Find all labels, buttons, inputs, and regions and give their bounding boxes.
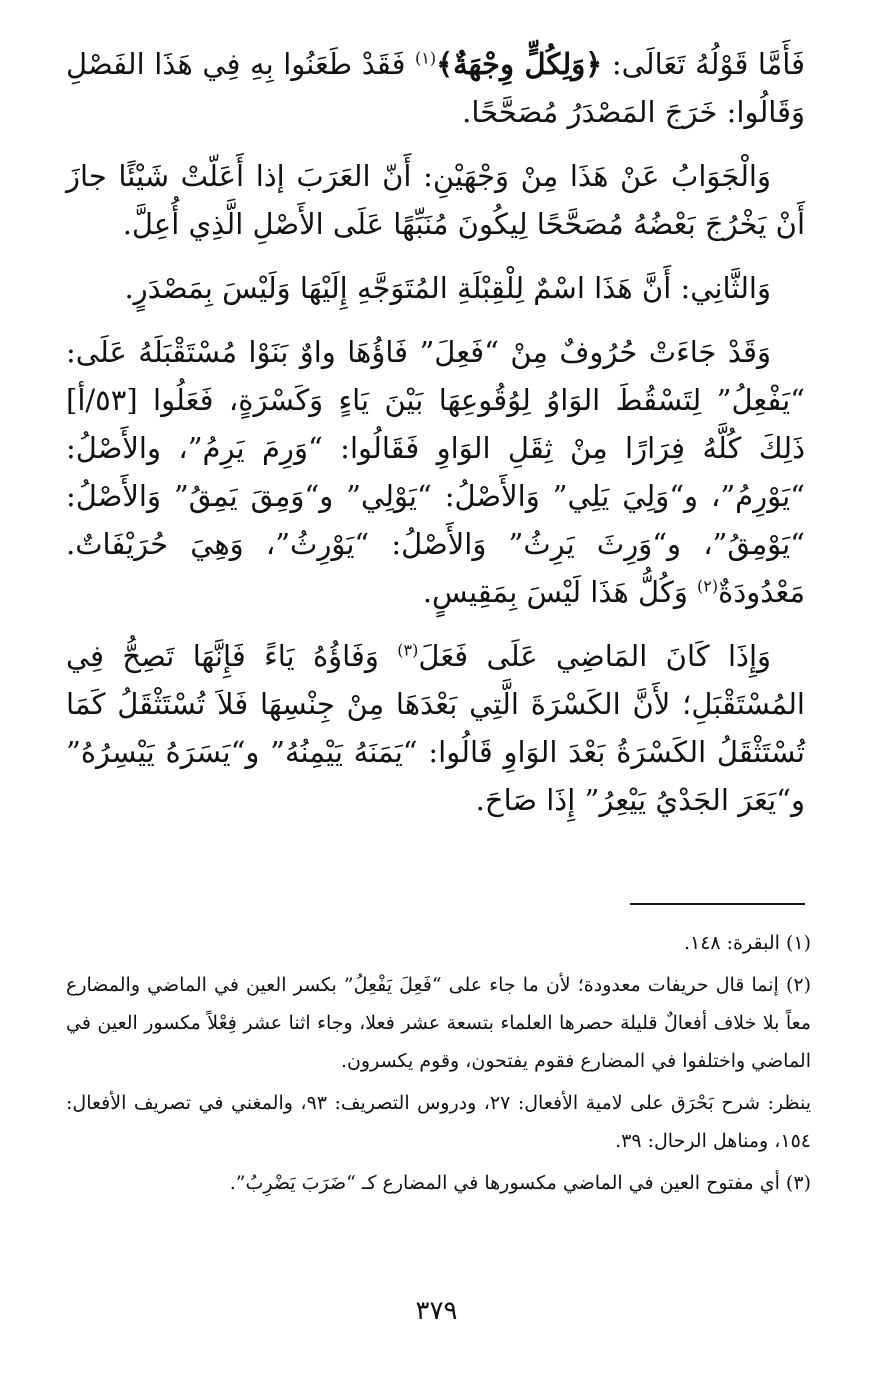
paragraph-5-rest: وَفَاؤُهُ يَاءً فَإِنَّهَا تَصِحُّ فِي المُسْتَقْبَلِ؛ لأَنَّ الكَسْرَةَ الَّتِي بَعْدَهَا مِنْ جِنْسِهَا فَلاَ تُسْتَثْقَلُ كَمَا تُسْتَثْقَلُ الكَسْرَةُ بَعْدَ الوَاوِ قَالُوا: “يَمَنَهُ يَيْمِنُهُ” و“يَسَرَهُ يَيْسِرُهُ” و“يَعَرَ الجَدْيُ يَيْعِرُ” إِذَا صَاحَ. [66,639,805,817]
page-number: ٣٧٩ [415,1296,458,1326]
paragraph-1 [66,40,805,136]
paragraph-4-lead: وَقَدْ جَاءَتْ حُرُوفٌ مِنْ “فَعِلَ” فَاؤُهَا واوٌ بَنَوْا مُسْتَقْبَلَهُ عَلَى: “يَفْعِلُ” لِتَسْقُطَ الوَاوُ لِوُقُوعِهَا بَيْنَ يَاءٍ وَكَسْرَةٍ، فَعَلُوا [٥٣/أ] ذَلِكَ كُلَّهُ فِرَارًا مِنْ ثِقَلِ الوَاوِ فَقَالُوا: “وَرِمَ يَرِمُ”، والأَصْلُ: “يَوْرِمُ”، و“وَلِيَ يَلِي” وَالأَصْلُ: “يَوْلِي” و“وَمِقَ يَمِقُ” وَالأَصْلُ: “يَوْمِقُ”، و“وَرِثَ يَرِثُ” وَالأَصْلُ: “يَوْرِثُ”، وَهِيَ حُرَيْفَاتٌ. مَعْدُودَةٌ [66,335,805,609]
paragraph-4 [66,328,805,616]
paragraph-5-lead: وَإِذَا كَانَ المَاضِي عَلَى فَعَلَ [418,639,772,673]
paragraph-2: وَالْجَوَابُ عَنْ هَذَا مِنْ وَجْهَيْنِ: أَنّ العَرَبَ إذا أَعَلّتْ شَيْئًا جازَ أَنْ يَخْرُجَ بَعْضُهُ مُصَحَّحًا لِيكُونَ مُنَبِّهًا عَلَى الأَصْلِ الَّذِي أُعِلَّ. [66,159,805,241]
footnote-ref-1: (١) [415,48,437,68]
footnote-3: (٣) أي مفتوح العين في الماضي مكسورها في المضارع كـ “ضَرَبَ يَضْرِبُ”. [229,1172,811,1194]
paragraph-1-lead: فَأَمَّا قَوْلُهُ تَعَالَى: [602,47,805,81]
footnotes [66,924,811,1206]
footnote-1: (١) البقرة: ١٤٨. [683,932,811,954]
quran-verse: ﴿وَلِكُلٍّ وِجْهَةٌ﴾ [436,47,603,81]
paragraph-4-rest: وَكُلُّ هَذَا لَيْسَ بِمَقِيسٍ. [422,575,698,609]
main-text [66,40,805,840]
footnote-2: (٢) إنما قال حريفات معدودة؛ لأن ما جاء على “فَعِلَ يَفْعِلُ” بكسر العين في الماضي والمضارع معاً بلا خلاف أفعالٌ قليلة حصرها العلماء بتسعة عشر فعلا، وجاء اثنا عشر فِعْلاً مكسور العين في الماضي واختلفوا في المضارع فقوم يفتحون، وقوم يكسرون. [66,974,811,1072]
paragraph-5 [66,632,805,824]
paragraph-1-rest: فَقَدْ طَعَنُوا بِهِ فِي هَذَا الفَصْلِ وَقَالُوا: خَرَجَ المَصْدَرُ مُصَحَّحًا. [66,47,805,129]
footnote-ref-2: (٢) [697,576,719,596]
footnote-ref-3: (٣) [397,640,419,660]
footnote-divider [630,903,805,905]
paragraph-3: وَالثَّانِي: أَنَّ هَذَا اسْمٌ لِلْقِبْلَةِ المُتَوَجَّهِ إِلَيْهَا وَلَيْسَ بِمَصْدَرٍ. [124,271,771,305]
footnote-2-references: ينظر: شرح بَحْرَق على لامية الأفعال: ٢٧، ودروس التصريف: ٩٣، والمغني في تصريف الأفعال: ١٥٤، ومناهل الرحال: ٣٩. [66,1092,811,1152]
